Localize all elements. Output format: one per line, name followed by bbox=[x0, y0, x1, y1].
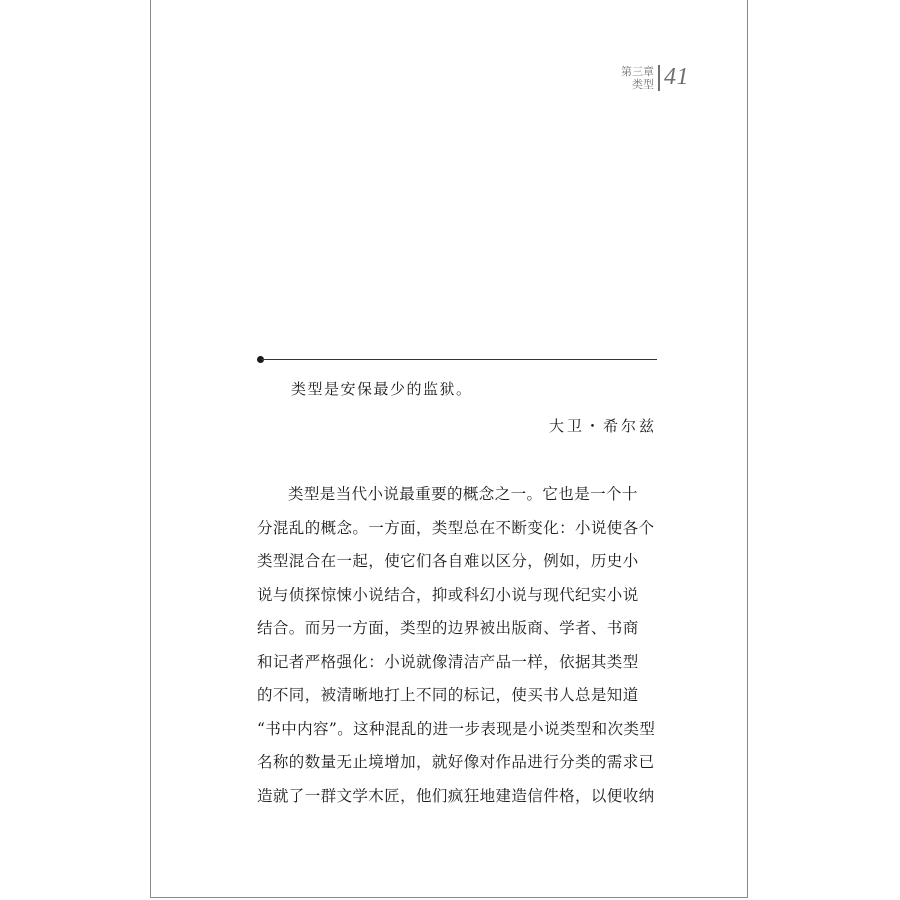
body-line: 类型混合在一起，使它们各自难以区分，例如，历史小 bbox=[257, 552, 639, 570]
body-line: 类型是当代小说最重要的概念之一。它也是一个十 bbox=[288, 485, 638, 503]
book-page bbox=[150, 0, 748, 898]
page-number: 41 bbox=[664, 64, 689, 90]
body-line: 名称的数量无止境增加，就好像对作品进行分类的需求已 bbox=[257, 753, 655, 771]
running-head-text bbox=[621, 65, 654, 91]
body-line: 说与侦探惊悚小说结合，抑或科幻小说与现代纪实小说 bbox=[257, 585, 639, 604]
body-line: “书中内容”。这种混乱的进一步表现是小说类型和次类型 bbox=[257, 719, 656, 738]
running-head-divider bbox=[658, 65, 660, 91]
body-line: 和记者严格强化：小说就像清洁产品一样，依据其类型 bbox=[257, 652, 639, 671]
chapter-label: 第三章 bbox=[621, 64, 654, 78]
epigraph-quote: 类型是安保最少的监狱。 bbox=[291, 380, 473, 398]
body-line: 分混乱的概念。一方面，类型总在不断变化：小说使各个 bbox=[257, 518, 655, 537]
body-paragraph bbox=[257, 478, 677, 813]
section-rule bbox=[261, 359, 657, 360]
body-line: 造就了一群文学木匠，他们疯狂地建造信件格，以便收纳 bbox=[257, 786, 655, 805]
running-head bbox=[621, 64, 689, 91]
body-line: 结合。而另一方面，类型的边界被出版商、学者、书商 bbox=[257, 619, 639, 637]
chapter-title: 类型 bbox=[632, 77, 654, 91]
body-line: 的不同，被清晰地打上不同的标记，使买书人总是知道 bbox=[257, 686, 639, 704]
epigraph-author: 大卫・希尔兹 bbox=[548, 417, 657, 435]
